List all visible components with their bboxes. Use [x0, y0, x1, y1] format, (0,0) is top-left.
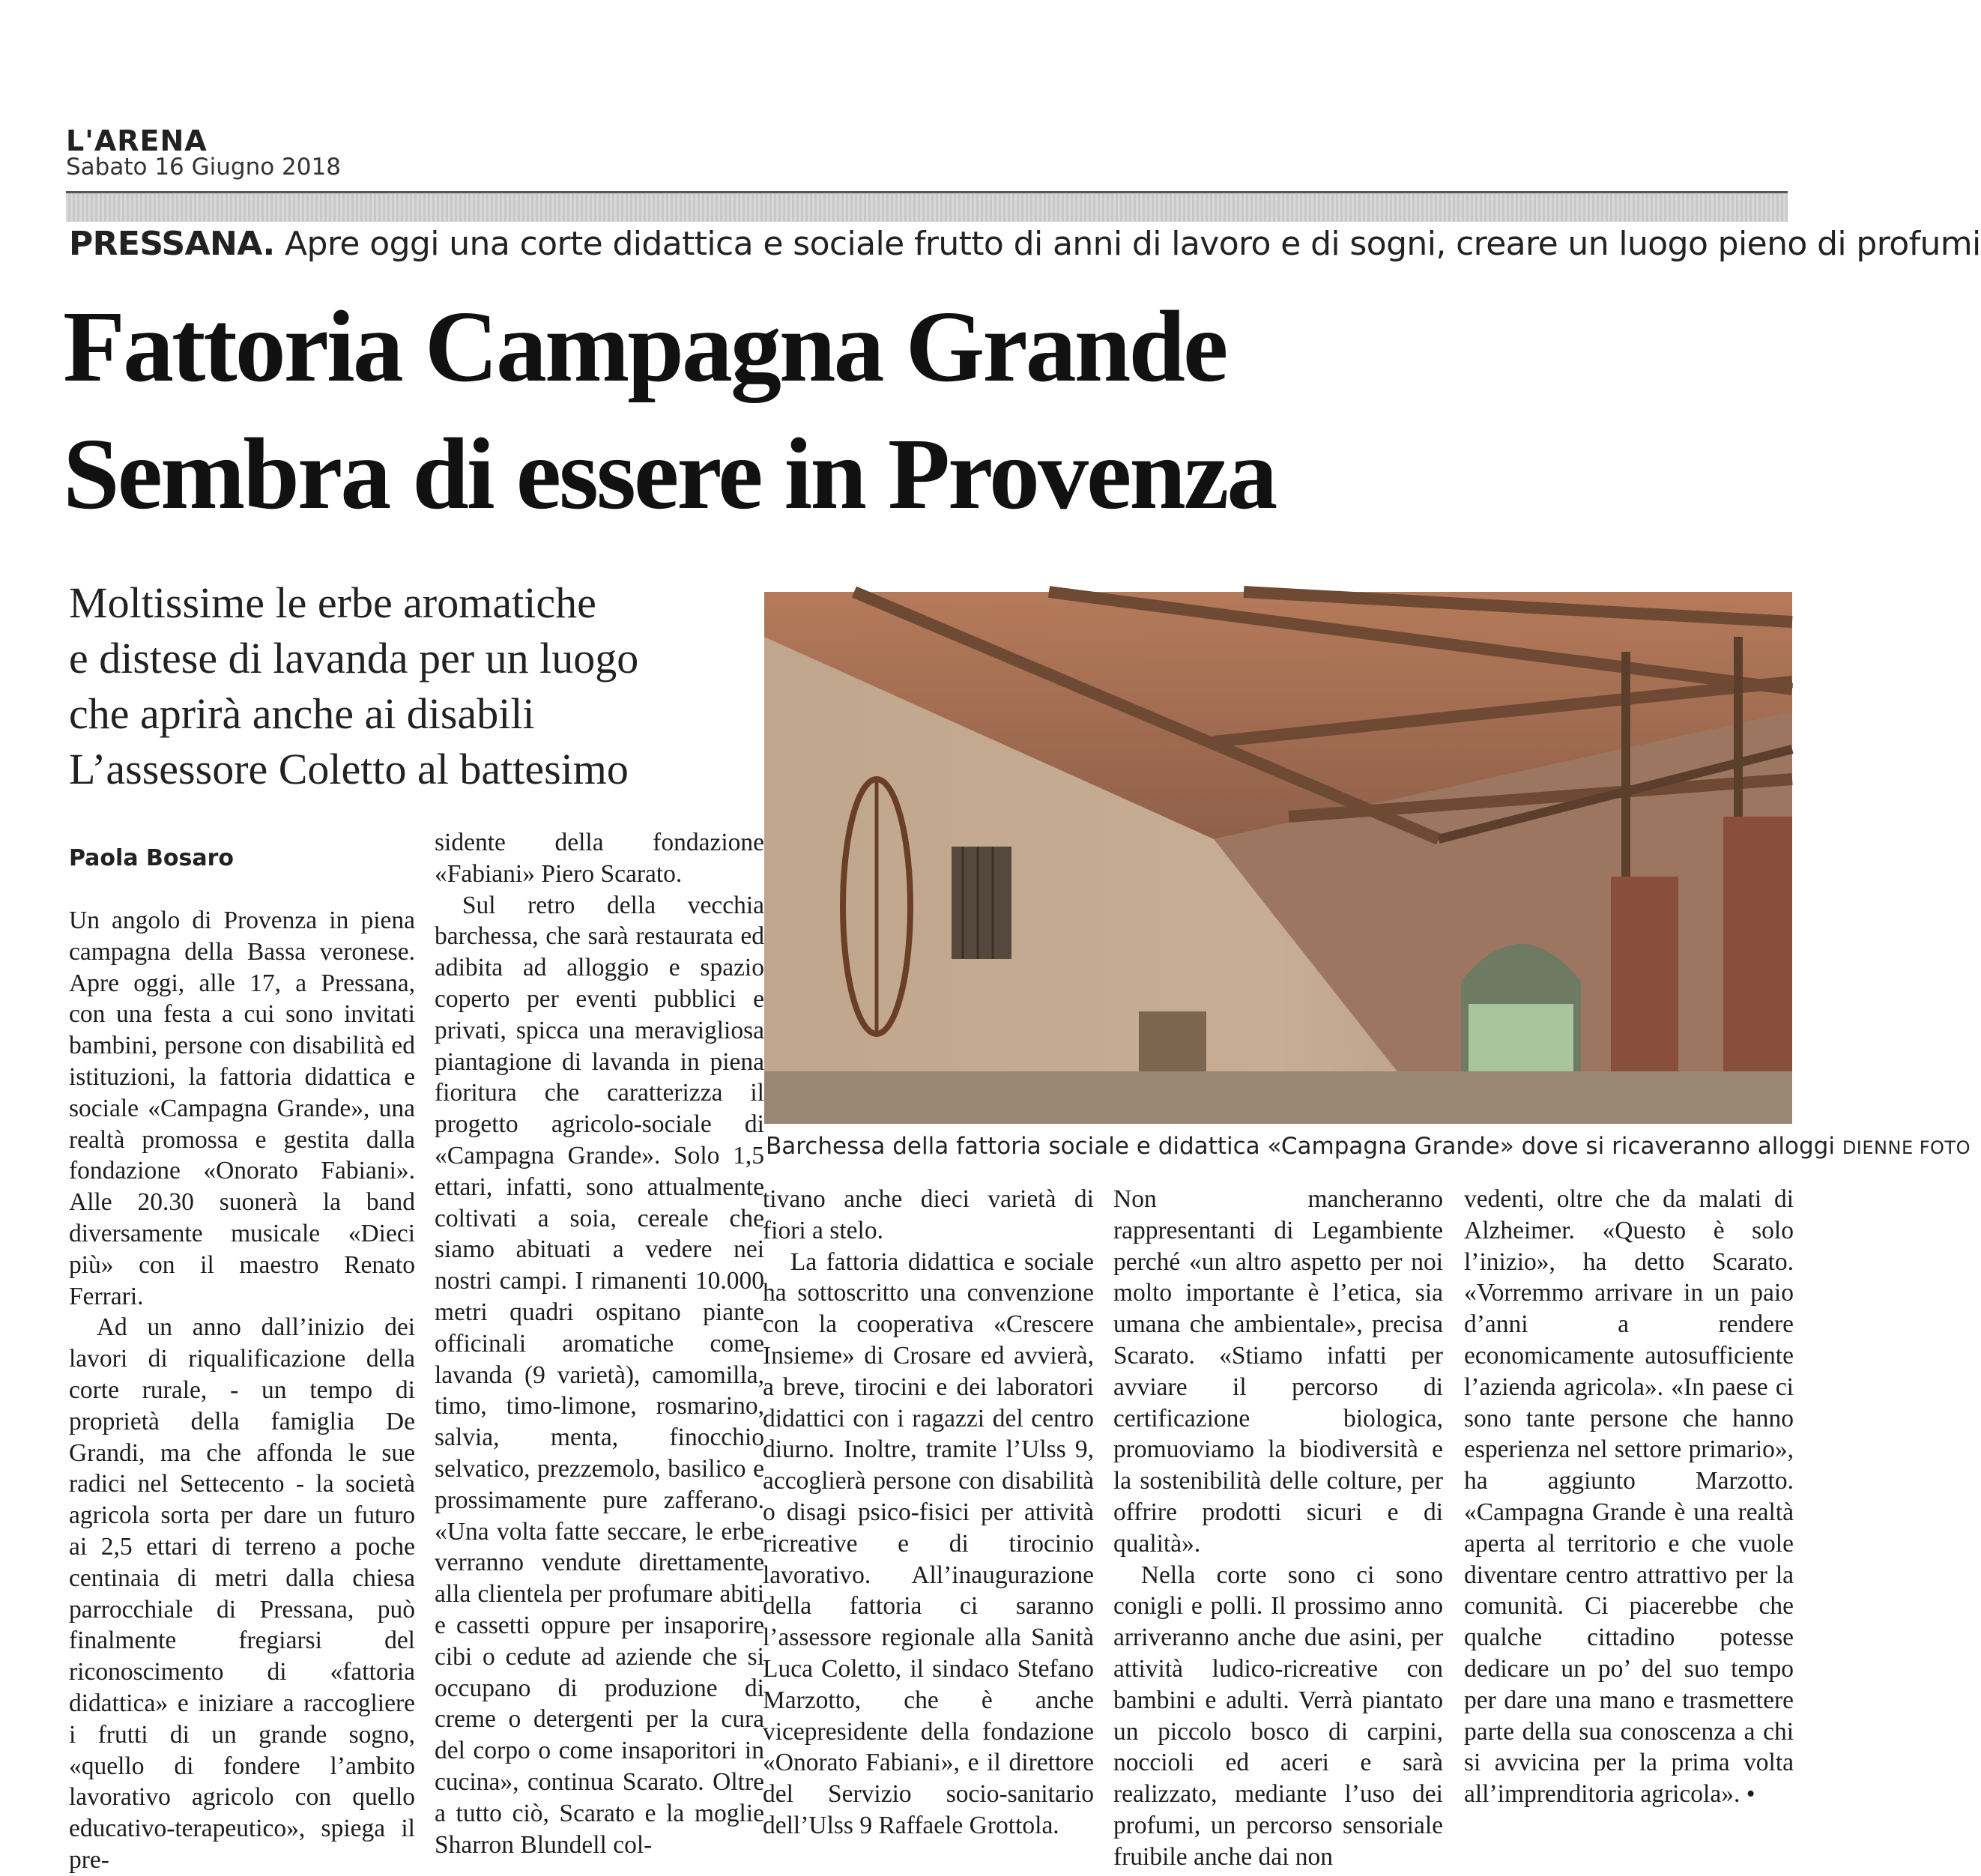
summary-line: che aprirà anche ai disabili [69, 689, 535, 738]
barchessa-photo [764, 592, 1792, 1124]
paragraph: sidente della fondazione «Fabiani» Piero Scarato. [435, 829, 764, 888]
article-column-5 [1464, 1184, 1794, 1810]
summary [69, 575, 743, 797]
paragraph: La fattoria didattica e sociale ha sottoscritto una convenzione con la cooperativa «Crescere Insieme» di Crosare ed avvierà, a breve, tirocini e dei laboratori didattici con i ragazzi del centro diurno. Inoltre, tramite l’Ulss 9, accoglierà persone con disabilità o disagi psico-fisici per attività ricreative e di tirocinio lavorativo. All’inaugurazione della fattoria ci saranno l’assessore regionale alla Sanità Luca Coletto, il sindaco Stefano Marzotto, che è anche vicepresidente della fondazione «Onorato Fabiani», e il direttore del Servizio socio-sanitario dell’Ulss 9 Raffaele Grottola. [763, 1247, 1094, 1839]
section-bar [66, 191, 1788, 222]
article-column-1 [69, 905, 415, 1876]
article-column-2 [435, 827, 764, 1860]
article-column-4 [1113, 1184, 1443, 1873]
photo-credit: DIENNE FOTO [1842, 1137, 1971, 1158]
paragraph: Sul retro della vecchia barchessa, che sarà restaurata ed adibita ad alloggio e spazio coperto per eventi pubblici e privati, spicca una meravigliosa piantagione di lavanda in piena fioritura che caratterizza il progetto agricolo-sociale di «Campagna Grande». Solo 1,5 ettari, infatti, sono attualmente coltivati a soia, cereale che siamo abituati a vedere nei nostri campi. I rimanenti 10.000 metri quadri ospitano piante officinali aromatiche come lavanda (9 varietà), camomilla, timo, timo-limone, rosmarino, salvia, menta, finocchio selvatico, prezzemolo, basilico e prossimamente pure zafferano. «Una volta fatte seccare, le erbe verranno vendute direttamente alla clientela per profumare abiti e cassetti oppure per insaporire cibi o cedute ad aziende che si occupano di produzione di creme o detergenti per la cura del corpo o come insaporitori in cucina», continua Scarato. Oltre a tutto ciò, Scarato e la moglie Sharron Blundell col- [435, 891, 764, 1859]
photo-illustration [764, 592, 1792, 1124]
kicker-text: Apre oggi una corte didattica e sociale frutto di anni di lavoro e di sogni, creare un luogo pieno di profumi [285, 225, 1981, 263]
paragraph: tivano anche dieci varietà di fiori a stelo. [763, 1185, 1094, 1244]
paragraph: Non mancheranno rappresentanti di Legambiente perché «un altro aspetto per noi molto importante è l’etica, sia umana che ambientale», precisa Scarato. «Stiamo infatti per avviare il percorso di certificazione biologica, promuoviamo la biodiversità e la sostenibilità delle colture, per offrire prodotti sicuri e di qualità». [1113, 1185, 1443, 1558]
paragraph: Nella corte sono ci sono conigli e polli. Il prossimo anno arriveranno anche due asini, per attività ludico-ricreative con bambini e adulti. Verrà piantato un piccolo bosco di carpini, noccioli ed aceri e sarà realizzato, mediante l’uso dei profumi, un percorso sensoriale fruibile anche dai non [1113, 1561, 1443, 1871]
summary-line: L’assessore Coletto al battesimo [69, 745, 629, 793]
paragraph: Ad un anno dall’inizio dei lavori di riqualificazione della corte rurale, - un tempo di proprietà della famiglia De Grandi, ma che affonda le sue radici nel Settecento - la società agricola sorta per dare un futuro ai 2,5 ettari di terreno a poche centinaia di metri dalla chiesa parrocchiale di Pressana, può finalmente fregiarsi del riconoscimento di «fattoria didattica» e iniziare a raccogliere i frutti di un grande sogno, «quello di fondere l’ambito lavorativo agricolo con quello educativo-terapeutico», spiega il pre- [69, 1313, 415, 1874]
headline-line-1: Fattoria Campagna Grande [63, 291, 1227, 403]
byline: Paola Bosaro [69, 845, 234, 871]
summary-line: Moltissime le erbe aromatiche [69, 578, 596, 627]
paragraph: vedenti, oltre che da malati di Alzheimer. «Questo è solo l’inizio», ha detto Scarato. «Vorremmo arrivare in un paio d’anni a rendere economicamente autosufficiente l’azienda agricola». «In paese ci sono tante persone che hanno esperienza nel settore primario», ha aggiunto Marzotto. «Campagna Grande è una realtà aperta al territorio e che vuole diventare centro attrattivo per la comunità. Ci piacerebbe che qualche cittadino potesse dedicare un po’ del suo tempo per dare una mano e trasmettere parte della sua conoscenza a chi si avvicina per la prima volta all’imprenditoria agricola». • [1464, 1185, 1794, 1809]
caption-text: Barchessa della fattoria sociale e didattica «Campagna Grande» dove si ricaveranno alloggi [766, 1133, 1835, 1160]
masthead: L'ARENA [66, 124, 208, 157]
photo-caption [766, 1133, 1971, 1160]
kicker-place: PRESSANA. [69, 225, 275, 263]
publication-date: Sabato 16 Giugno 2018 [66, 154, 341, 181]
kicker [69, 225, 1981, 263]
headline-line-2: Sembra di essere in Provenza [63, 418, 1276, 530]
summary-line: e distese di lavanda per un luogo [69, 634, 639, 683]
article-column-3 [763, 1184, 1094, 1842]
paragraph: Un angolo di Provenza in piena campagna della Bassa veronese. Apre oggi, alle 17, a Pressana, con una festa a cui sono invitati bambini, persone con disabilità ed istituzioni, la fattoria didattica e sociale «Campagna Grande», una realtà promossa e gestita dalla fondazione «Onorato Fabiani». Alle 20.30 suonerà la band diversamente musicale «Dieci più» con il maestro Renato Ferrari. [69, 907, 415, 1310]
